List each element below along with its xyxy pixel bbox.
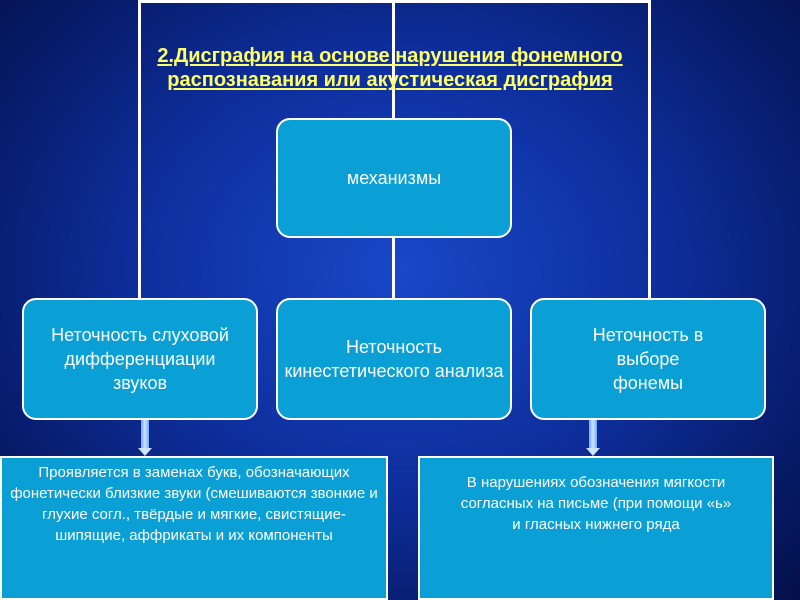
description-phoneme-box xyxy=(418,456,774,600)
branch-label: Неточность в выборе фонемы xyxy=(592,325,704,393)
arrowhead-right xyxy=(586,448,600,456)
branch-label: Неточность слуховой дифференциации звуков xyxy=(51,325,229,393)
branch-phoneme-choice xyxy=(530,298,766,420)
description-text: В нарушениях обозначения мягкости согласных на письме (при помощи «ь» и гласных нижнего ряда xyxy=(460,474,732,533)
branch-label: Неточность кинестетического анализа xyxy=(284,337,504,381)
arrow-right xyxy=(589,420,597,448)
connector-center-bottom xyxy=(392,236,395,302)
description-text: Проявляется в заменах букв, обозначающих фонетически близкие звуки (смешиваются звонкие и глухие согл., твёрдые и мягкие, свистящие-шипящие, аффрикаты и их компоненты xyxy=(10,464,378,544)
arrow-left xyxy=(141,420,149,448)
slide-title: 2.Дисграфия на основе нарушения фонемного распознавания или акустическая дисграфия xyxy=(157,45,623,91)
arrowhead-left xyxy=(138,448,152,456)
branch-kinesthetic-analysis xyxy=(276,298,512,420)
mechanisms-label: механизмы xyxy=(346,168,442,188)
branch-auditory-differentiation xyxy=(22,298,258,420)
description-auditory-box xyxy=(0,456,388,600)
mechanisms-node xyxy=(276,118,512,238)
